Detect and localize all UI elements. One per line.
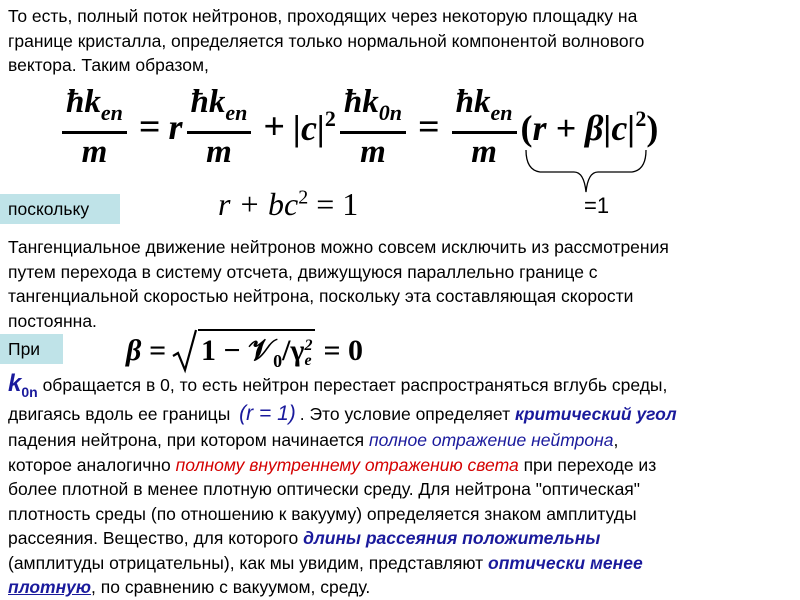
term-total-reflection: полное отражение нейтрона xyxy=(369,430,614,450)
intro-line-2: границе кристалла, определяется только нормальной компонентой волнового xyxy=(8,30,645,51)
conclusion-line-9: плотную, по сравнению с вакуумом, среду. xyxy=(8,577,371,597)
tangential-line-4: постоянна. xyxy=(8,310,97,331)
tangential-line-2: путем перехода в систему отсчета, движущуюся параллельно границе с xyxy=(8,261,598,282)
term-dense: плотную xyxy=(8,577,92,597)
conclusion-line-5: более плотной в менее плотную оптически среду. Для нейтрона "оптическая" xyxy=(8,479,640,499)
tangential-line-1: Тангенциальное движение нейтронов можно совсем исключить из рассмотрения xyxy=(8,237,669,257)
fraction-3: $\frac{ħk_{0n}}{m}$ xyxy=(340,84,406,170)
condition-formula: $r + bc^2 = 1$ xyxy=(218,186,359,222)
sqrt-icon xyxy=(172,328,198,374)
intro-line-1: То есть, полный поток нейтронов, проходящих через некоторую площадку на xyxy=(8,6,638,26)
underbrace-icon xyxy=(522,148,652,198)
fraction-2: $\frac{ħk_{en}}{m}$ xyxy=(187,84,252,170)
fraction-1: $\frac{ħk_{en}}{m}$ xyxy=(62,84,127,170)
fraction-4: $\frac{ħk_{en}}{m}$ xyxy=(452,84,517,170)
intro-line-3: вектора. Таким образом, xyxy=(8,55,209,75)
conclusion-line-1: $k_{0n}$ обращается в 0, то есть нейтрон перестает распространяться вглубь среды, xyxy=(8,370,668,400)
term-light-reflection: полному внутреннему отражению света xyxy=(175,454,519,475)
main-equation: $\frac{ħk_{en}}{m}$ = r $\frac{ħk_{en}}{m}$ + $|c|^2$ $\frac{ħk_{0n}}{m}$ = $\frac{ħk_{en}}{m}$ $(r + \beta|c|^2)$ xyxy=(58,82,658,172)
label-poskolku: поскольку xyxy=(0,194,120,224)
conclusion-line-2: двигаясь вдоль ее границы (r = 1) . Это условие определяет критический угол xyxy=(8,402,677,425)
term-positive-lengths: длины рассеяния положительны xyxy=(303,528,601,548)
conclusion-line-4: которое аналогично полному внутреннему отражению света при переходе из xyxy=(8,454,657,475)
conclusion-line-7: рассеяния. Вещество, для которого длины рассеяния положительны xyxy=(8,528,601,548)
tangential-line-3: тангенциальной скоростью нейтрона, поскольку эта составляющая скорости xyxy=(8,286,634,306)
term-optically-less: оптически менее xyxy=(488,552,643,573)
beta-formula: β = 1 − 𝒱$_0$/γ 2 e = 0 xyxy=(126,328,363,374)
conclusion-line-8: (амплитуды отрицательны), как мы увидим, представляют оптически менее xyxy=(8,552,643,573)
conclusion-line-3: падения нейтрона, при котором начинается полное отражение нейтрона, xyxy=(8,430,619,450)
brace-value: =1 xyxy=(584,193,610,218)
term-critical-angle: критический угол xyxy=(514,404,677,424)
label-pri: При xyxy=(0,334,63,364)
conclusion-line-6: плотность среды (по отношению к вакууму) определяется знаком амплитуды xyxy=(8,503,637,524)
